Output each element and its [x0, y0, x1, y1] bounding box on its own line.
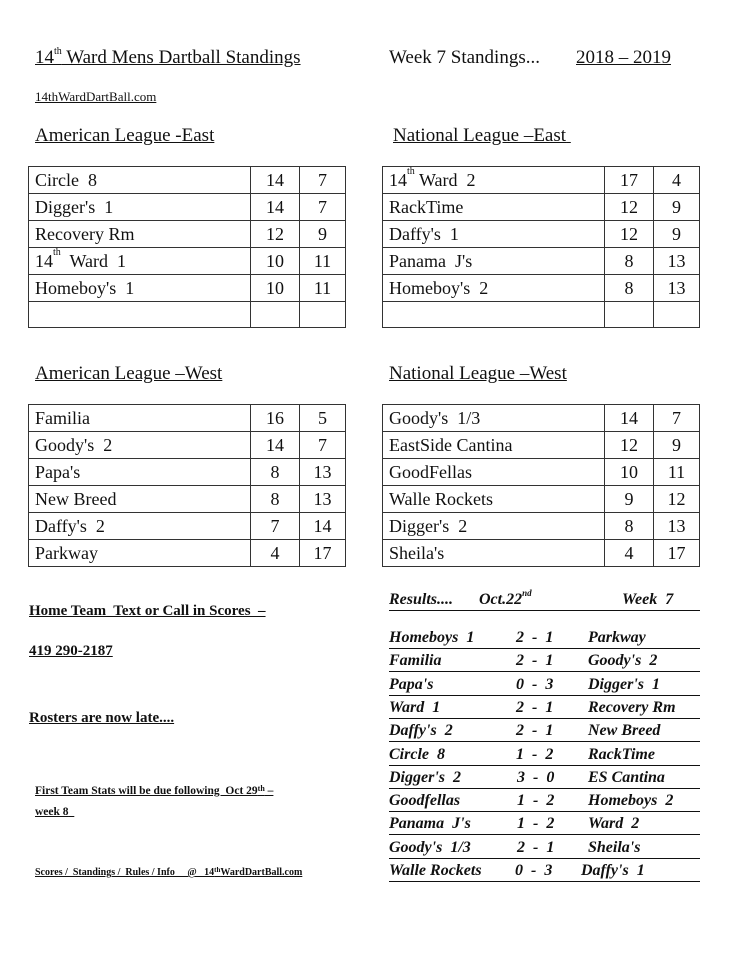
table-row — [383, 513, 700, 540]
result-row — [389, 627, 700, 649]
losses-cell: 7 — [300, 194, 346, 221]
team-name-cell: Panama J's — [383, 248, 605, 275]
nl-east-title: National League –East — [393, 125, 567, 146]
wins-cell: 8 — [605, 248, 654, 275]
result-away-team: Parkway — [588, 629, 646, 646]
result-score: 2 - 1 — [516, 652, 554, 670]
losses-cell: 9 — [654, 221, 700, 248]
nl-east-standings-table — [382, 166, 700, 328]
result-home-team: Panama J's — [389, 815, 471, 833]
al-west-standings-table — [28, 404, 346, 567]
wins-cell: 10 — [251, 275, 300, 302]
result-score: 2 - 1 — [516, 722, 554, 740]
table-row — [29, 513, 346, 540]
result-away-team: Daffy's 1 — [581, 862, 645, 879]
result-away-team: Digger's 1 — [588, 675, 660, 693]
wins-cell: 12 — [251, 221, 300, 248]
rosters-note: Rosters are now late.... — [29, 710, 175, 726]
result-home-team: Familia — [389, 652, 442, 670]
team-name-cell: RackTime — [383, 194, 605, 221]
team-name-cell: Circle 8 — [29, 167, 251, 194]
table-row — [383, 540, 700, 567]
team-name-cell: Homeboy's 2 — [383, 275, 605, 302]
wins-cell: 8 — [605, 513, 654, 540]
losses-cell: 9 — [654, 432, 700, 459]
table-row — [383, 275, 700, 302]
losses-cell: 7 — [300, 167, 346, 194]
result-row — [389, 674, 700, 696]
team-name-cell: Digger's 1 — [29, 194, 251, 221]
result-away-team: Goody's 2 — [588, 652, 658, 670]
wins-cell: 14 — [251, 432, 300, 459]
result-score: 2 - 1 — [516, 698, 554, 716]
team-name-cell: Homeboy's 1 — [29, 275, 251, 302]
wins-cell: 14 — [251, 167, 300, 194]
result-score: 2 - 1 — [516, 629, 554, 646]
result-home-team: Papa's — [389, 675, 434, 693]
table-row — [29, 540, 346, 567]
stats-note-line2: week 8 — [35, 806, 69, 818]
team-name-cell: Daffy's 1 — [383, 221, 605, 248]
result-home-team: Ward 1 — [389, 698, 441, 716]
table-row — [29, 275, 346, 302]
wins-cell: 12 — [605, 221, 654, 248]
losses-cell: 5 — [300, 405, 346, 432]
table-row — [383, 194, 700, 221]
losses-cell — [654, 302, 700, 328]
season-label: 2018 – 2019 — [576, 47, 671, 68]
team-name-cell: 14th Ward 2 — [383, 167, 605, 194]
wins-cell: 17 — [605, 167, 654, 194]
result-score: 0 - 3 — [515, 862, 553, 879]
wins-cell — [251, 302, 300, 328]
result-score: 0 - 3 — [516, 675, 554, 693]
losses-cell: 7 — [654, 405, 700, 432]
wins-cell: 7 — [251, 513, 300, 540]
team-name-cell: Recovery Rm — [29, 221, 251, 248]
result-row — [389, 837, 700, 859]
table-row — [29, 167, 346, 194]
losses-cell: 13 — [300, 459, 346, 486]
losses-cell: 9 — [300, 221, 346, 248]
losses-cell: 17 — [300, 540, 346, 567]
table-row — [383, 405, 700, 432]
result-row — [389, 744, 700, 766]
result-away-team: ES Cantina — [588, 768, 665, 786]
wins-cell: 14 — [251, 194, 300, 221]
table-row — [383, 167, 700, 194]
result-away-team: Homeboys 2 — [588, 792, 674, 810]
team-name-cell: New Breed — [29, 486, 251, 513]
result-home-team: Circle 8 — [389, 745, 445, 763]
table-row — [383, 248, 700, 275]
team-name-cell: Goody's 1/3 — [383, 405, 605, 432]
losses-cell: 11 — [300, 248, 346, 275]
wins-cell: 8 — [251, 459, 300, 486]
wins-cell: 4 — [251, 540, 300, 567]
results-date: Oct.22nd — [479, 588, 532, 608]
al-east-title: American League -East — [35, 125, 215, 146]
wins-cell — [605, 302, 654, 328]
team-name-cell — [383, 302, 605, 328]
losses-cell: 17 — [654, 540, 700, 567]
team-name-cell — [29, 302, 251, 328]
result-score: 2 - 1 — [517, 838, 555, 856]
wins-cell: 9 — [605, 486, 654, 513]
stats-note: First Team Stats will be due following Oct 29th – — [35, 784, 274, 797]
losses-cell: 11 — [300, 275, 346, 302]
result-row — [389, 767, 700, 789]
wins-cell: 12 — [605, 194, 654, 221]
nl-west-standings-table — [382, 404, 700, 567]
wins-cell: 8 — [251, 486, 300, 513]
result-row — [389, 860, 700, 882]
table-row — [29, 221, 346, 248]
team-name-cell: EastSide Cantina — [383, 432, 605, 459]
result-row — [389, 790, 700, 812]
losses-cell: 14 — [300, 513, 346, 540]
team-name-cell: Walle Rockets — [383, 486, 605, 513]
result-home-team: Homeboys 1 — [389, 629, 475, 646]
result-score: 1 - 2 — [517, 792, 555, 810]
result-away-team: Sheila's — [588, 838, 641, 856]
result-row — [389, 813, 700, 835]
al-east-standings-table — [28, 166, 346, 328]
table-row — [29, 486, 346, 513]
table-row — [29, 194, 346, 221]
result-home-team: Daffy's 2 — [389, 722, 453, 740]
results-label: Results.... — [389, 591, 454, 608]
results-week: Week 7 — [622, 591, 674, 608]
table-row — [29, 432, 346, 459]
losses-cell: 13 — [654, 513, 700, 540]
table-row — [29, 459, 346, 486]
losses-cell: 11 — [654, 459, 700, 486]
losses-cell — [300, 302, 346, 328]
table-row — [383, 432, 700, 459]
week-label: Week 7 Standings... — [389, 47, 540, 68]
home-team-note: Home Team Text or Call in Scores – — [29, 603, 266, 619]
table-row — [383, 486, 700, 513]
wins-cell: 10 — [605, 459, 654, 486]
result-row — [389, 697, 700, 719]
losses-cell: 13 — [654, 248, 700, 275]
wins-cell: 16 — [251, 405, 300, 432]
result-score: 1 - 2 — [516, 745, 554, 763]
result-away-team: New Breed — [588, 722, 661, 740]
result-away-team: Recovery Rm — [588, 698, 676, 716]
losses-cell: 7 — [300, 432, 346, 459]
result-home-team: Digger's 2 — [389, 768, 461, 786]
website-link[interactable]: 14thWardDartBall.com — [35, 89, 157, 104]
nl-west-title: National League –West — [389, 363, 567, 384]
table-row — [383, 221, 700, 248]
team-name-cell: Papa's — [29, 459, 251, 486]
result-home-team: Goodfellas — [389, 792, 461, 810]
team-name-cell: Sheila's — [383, 540, 605, 567]
result-row — [389, 720, 700, 742]
wins-cell: 12 — [605, 432, 654, 459]
table-row — [29, 405, 346, 432]
losses-cell: 13 — [654, 275, 700, 302]
team-name-cell: 14th Ward 1 — [29, 248, 251, 275]
team-name-cell: Goody's 2 — [29, 432, 251, 459]
footer-info: Scores / Standings / Rules / Info @ 14thWardDartBall.com — [35, 866, 303, 878]
wins-cell: 8 — [605, 275, 654, 302]
results-header — [389, 589, 700, 611]
wins-cell: 10 — [251, 248, 300, 275]
team-name-cell: Familia — [29, 405, 251, 432]
result-score: 3 - 0 — [517, 768, 555, 786]
table-row — [29, 248, 346, 275]
table-row — [29, 302, 346, 328]
result-away-team: Ward 2 — [588, 815, 640, 833]
table-row — [383, 302, 700, 328]
result-home-team: Walle Rockets — [389, 862, 482, 879]
team-name-cell: GoodFellas — [383, 459, 605, 486]
team-name-cell: Digger's 2 — [383, 513, 605, 540]
result-score: 1 - 2 — [517, 815, 555, 833]
losses-cell: 12 — [654, 486, 700, 513]
losses-cell: 4 — [654, 167, 700, 194]
result-away-team: RackTime — [588, 745, 655, 763]
wins-cell: 14 — [605, 405, 654, 432]
table-row — [383, 459, 700, 486]
losses-cell: 9 — [654, 194, 700, 221]
team-name-cell: Parkway — [29, 540, 251, 567]
losses-cell: 13 — [300, 486, 346, 513]
result-home-team: Goody's 1/3 — [389, 838, 471, 856]
al-west-title: American League –West — [35, 363, 223, 384]
page-title: 14th Ward Mens Dartball Standings — [35, 46, 301, 68]
wins-cell: 4 — [605, 540, 654, 567]
result-row — [389, 650, 700, 672]
phone-number: 419 290-2187 — [29, 643, 113, 659]
team-name-cell: Daffy's 2 — [29, 513, 251, 540]
